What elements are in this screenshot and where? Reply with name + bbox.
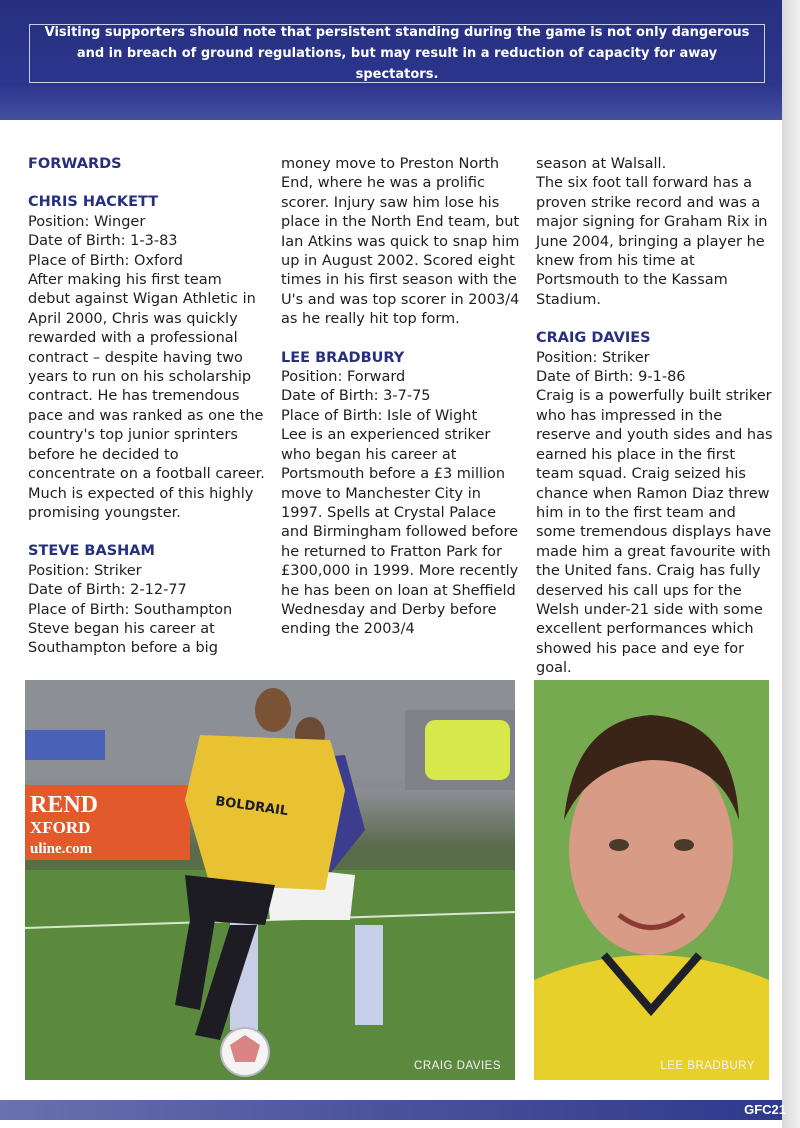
player-position: Position: Winger [28,213,146,230]
player-dob: Date of Birth: 3-7-75 [281,388,431,405]
player-name-hackett: CHRIS HACKETT [28,194,159,211]
player-position: Position: Forward [281,369,406,386]
section-title: FORWARDS [28,156,122,172]
footer-bar [0,1100,782,1120]
player-bio: Craig is a powerfully built striker who has impressed in the reserve and youth sides and has earned his place in the first team squad. Craig seized his chance when Ramon Diaz threw him in to the first team and some tremendous displays have made him a great favourite with the United fans. Craig has fully deserved his call ups for the Welsh under-21 side with some excellent performances which showed his pace and eye for goal. [536,388,773,677]
player-bio: After making his first team debut against Wigan Athletic in April 2000, Chris was quickly rewarded with a professional contract – despite having two years to run on his scholarship contract. He has tremendous pace and was ranked as one the country's top junior sprinters before he decided to concentrate on a football career. Much is expected of this highly promising youngster. [28,272,265,521]
player-head [255,688,291,732]
player-pob: Place of Birth: Isle of Wight [281,407,478,424]
player-dob: Date of Birth: 9-1-86 [536,369,686,386]
column-2 [281,155,521,640]
portrait-eye-left [609,839,629,851]
ad-board-line-2: XFORD [30,818,91,837]
player-bio: Lee is an experienced striker who began his career at Portsmouth before a £3 million move to Manchester City in 1997. Spells at Crystal Palace and Birmingham followed before he returned to Fratton Park for £300,000 in 1999. More recently he has been on loan at Sheffield Wednesday and Derby before ending the 2003/4 [281,427,519,638]
ad-board-line-1: REND [30,792,99,818]
player-dob: Date of Birth: 2-12-77 [28,582,187,599]
column-3 [536,155,776,679]
column-1 [28,155,268,659]
photo-caption: LEE BRADBURY [660,1060,755,1072]
player-name-basham: STEVE BASHAM [28,543,155,560]
portrait-eye-right [674,839,694,851]
ad-board-line-3: uline.com [30,841,93,857]
player-bio: The six foot tall forward has a proven strike record and was a major signing for Graham Rix in June 2004, bringing a player he knew from his time at Portsmouth to the Kassam Stadium. [536,175,768,308]
portrait-illustration [534,680,769,1080]
page-edge [782,0,800,1128]
page-number: GFC21 [744,1102,786,1117]
player-pob: Place of Birth: Oxford [28,252,183,269]
player-position: Position: Striker [536,349,650,366]
player-bio: Steve began his career at Southampton before a big [28,620,218,657]
player-name-davies: CRAIG DAVIES [536,330,651,347]
opponent-leg-right [355,925,383,1025]
player-name-bradbury: LEE BRADBURY [281,349,405,366]
stand-seats [25,730,105,760]
player-dob: Date of Birth: 1-3-83 [28,233,178,250]
player-position: Position: Striker [28,562,142,579]
player-bio: money move to Preston North End, where he was a prolific scorer. Injury saw him lose his place in the North End team, but Ian Atkins was quick to snap him up in August 2002. Scored eight times in his first season with the U's and was top scorer in 2003/4 as he really hit top form. [281,156,520,328]
player-pob: Place of Birth: Southampton [28,601,233,618]
action-photo-illustration [25,680,515,1080]
notice-text: Visiting supporters should note that persistent standing during the game is not only dangerous and in breach of ground regulations, but may result in a reduction of capacity for away spectators. [44,25,750,82]
photo-caption: CRAIG DAVIES [414,1060,501,1072]
action-photo [25,680,515,1080]
player-bio: season at Walsall. [536,156,667,172]
notice-box [29,24,765,83]
steward-jacket [425,720,510,780]
portrait-photo [534,680,769,1080]
shirt-sponsor: BOLDRAIL [214,794,290,820]
notice-banner [0,0,782,120]
